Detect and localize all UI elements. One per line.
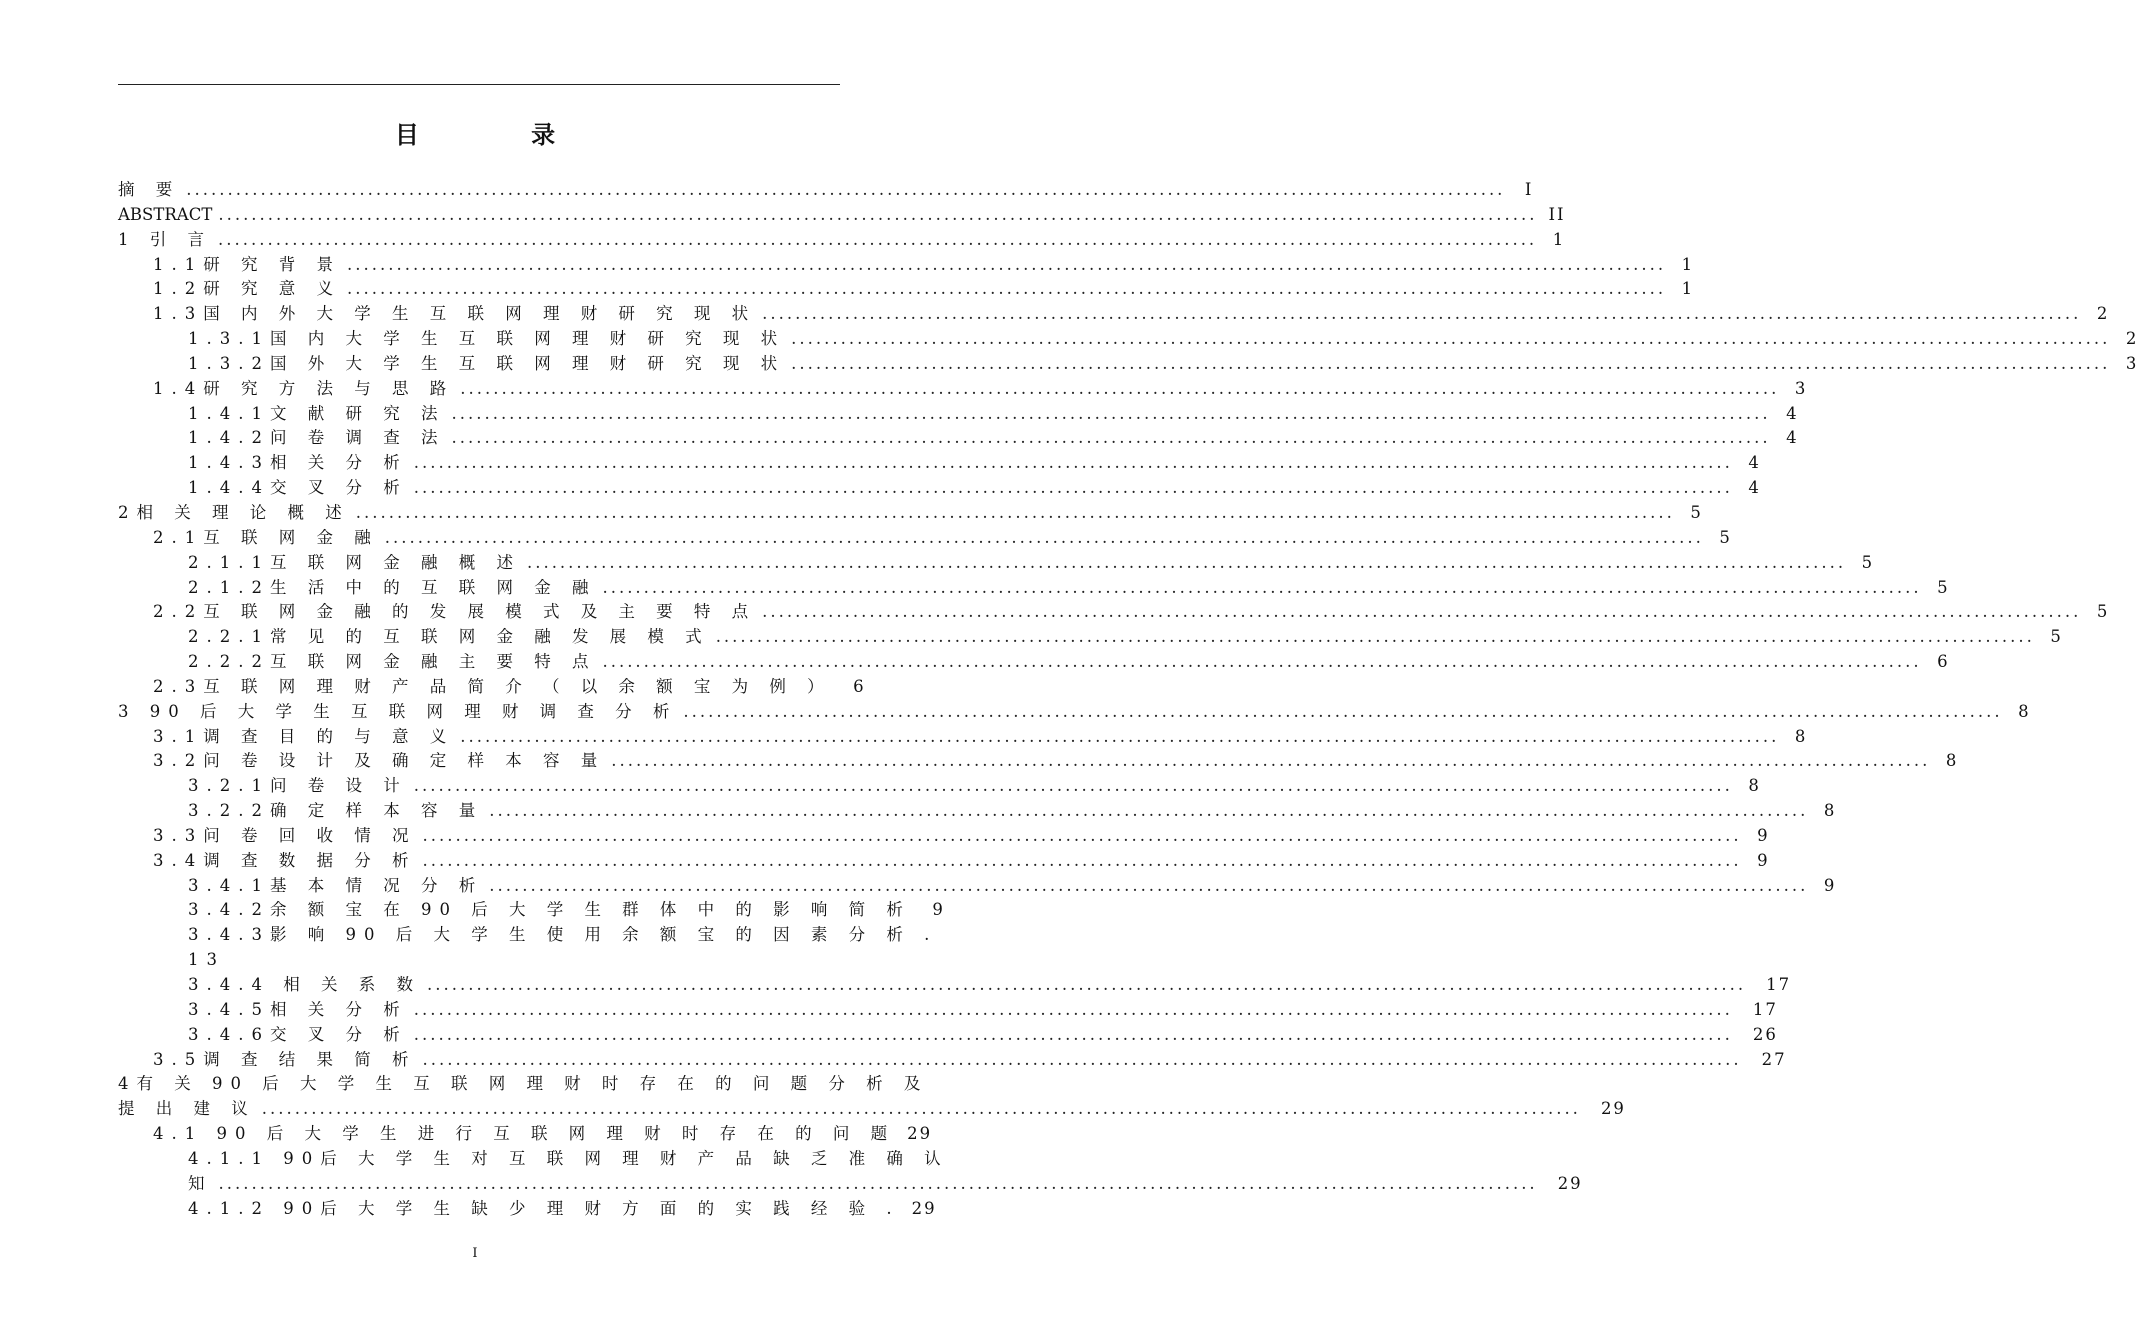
toc-entry[interactable] — [118, 725, 1808, 750]
toc-dot-leader: ................................................................................................................................................................ — [611, 751, 1931, 771]
toc-entry[interactable] — [118, 948, 840, 973]
toc-entry-page: 1 — [1552, 229, 1566, 249]
toc-dot-leader: ................................................................................................................................................................ — [602, 652, 1922, 672]
toc-entry-page: 8 — [2018, 701, 2031, 721]
toc-entry[interactable] — [118, 551, 1875, 576]
toc-entry-page: 6 — [1937, 652, 1950, 672]
toc-dot-leader: ................................................................................................................................................................ — [451, 428, 1771, 448]
toc-entry-page: 8 — [1945, 751, 1959, 771]
toc-entry-title: 3.2问 卷 设 计 及 确 定 样 本 容 量 — [153, 751, 606, 771]
toc-entry-page: 29 — [911, 1198, 937, 1218]
toc-dot-leader: ................................................................................................................................................................ — [346, 279, 1667, 299]
toc-dot-leader: ................................................................................................................................................................ — [460, 726, 1780, 746]
toc-entry-title: 1.4.4交 叉 分 析 — [188, 478, 408, 498]
toc-entry-title: 3 90 后 大 学 生 互 联 网 理 财 调 查 分 析 — [118, 701, 678, 721]
toc-entry-page: 29 — [1600, 1099, 1626, 1119]
toc-entry[interactable] — [118, 998, 1778, 1023]
toc-entry-page: 3 — [1794, 378, 1808, 398]
toc-entry[interactable] — [118, 526, 1732, 551]
toc-entry-page: 9 — [1757, 825, 1770, 845]
toc-entry[interactable] — [118, 774, 1761, 799]
toc-entry[interactable] — [118, 625, 2063, 650]
toc-entry-page: 27 — [1761, 1049, 1787, 1069]
toc-entry-page: 4 — [1748, 478, 1761, 498]
toc-entry[interactable] — [118, 402, 1799, 427]
toc-entry-page: 29 — [907, 1124, 933, 1144]
toc-dot-leader: ................................................................................................................................................................ — [186, 180, 1506, 199]
toc-dot-leader: ................................................................................................................................................................ — [413, 999, 1733, 1019]
toc-entry[interactable] — [118, 849, 1770, 874]
toc-entry[interactable] — [118, 700, 2031, 725]
toc-entry[interactable] — [118, 973, 1792, 998]
toc-entry-title: 4.1 90 后 大 学 生 进 行 互 联 网 理 财 时 存 在 的 问 题 — [153, 1124, 896, 1144]
toc-entry[interactable] — [118, 874, 1837, 899]
toc-dot-leader: ................................................................................................................................................................ — [526, 552, 1847, 572]
toc-entry-title: 2.2.1常 见 的 互 联 网 金 融 发 展 模 式 — [188, 627, 710, 647]
toc-entry-page: 2 — [2125, 329, 2138, 349]
toc-entry[interactable] — [118, 600, 2110, 625]
toc-entry-title: 3.4.2余 额 宝 在 90 后 大 学 生 群 体 中 的 影 响 简 析 — [188, 900, 911, 920]
toc-entry[interactable] — [118, 1172, 1583, 1197]
toc-dot-leader: ................................................................................................................................................................ — [355, 502, 1675, 522]
toc-entry-title: 3.1调 查 目 的 与 意 义 — [153, 726, 455, 746]
page-number: I — [472, 1246, 478, 1261]
toc-entry[interactable] — [118, 451, 1761, 476]
toc-dot-leader: ................................................................................................................................................................ — [413, 776, 1733, 796]
toc-entry[interactable] — [118, 1197, 937, 1222]
toc-dot-leader: ................................................................................................................................................................ — [762, 304, 2082, 324]
toc-entry-page: 5 — [1937, 577, 1950, 597]
toc-entry-page: 29 — [1557, 1173, 1583, 1193]
toc-entry-page: 1 — [1681, 254, 1695, 274]
toc-entry-page: I — [1524, 180, 1534, 199]
toc-entry[interactable] — [118, 650, 1950, 675]
toc-entry-title: 3.4.4 相 关 系 数 — [188, 975, 421, 994]
toc-entry-page: 8 — [1794, 726, 1808, 746]
toc-entry-title: 13 — [188, 950, 225, 970]
toc-entry-page: 17 — [1752, 999, 1778, 1019]
toc-entry-title: 2.1.2生 活 中 的 互 联 网 金 融 — [188, 577, 597, 597]
toc-entry-page: 9 — [1823, 875, 1837, 895]
toc-dot-leader: ................................................................................................................................................................ — [602, 577, 1922, 597]
toc-dot-leader: ................................................................................................................................................................ — [422, 1049, 1742, 1069]
toc-entry-title: 3.2.2确 定 样 本 容 量 — [188, 801, 484, 821]
toc-entry-title: 2.2.2互 联 网 金 融 主 要 特 点 — [188, 652, 597, 672]
toc-entry[interactable] — [118, 203, 1566, 228]
toc-dot-leader: ................................................................................................................................................................ — [413, 453, 1733, 473]
toc-dot-leader: ................................................................................................................................................................ — [451, 403, 1771, 423]
toc-entry[interactable] — [118, 476, 1761, 501]
toc-entry-title: 1.3国 内 外 大 学 生 互 联 网 理 财 研 究 现 状 — [153, 304, 757, 324]
toc-dot-leader: ................................................................................................................................................................ — [460, 378, 1780, 398]
toc-entry-page: II — [1548, 204, 1566, 224]
header-rule — [118, 84, 840, 85]
toc-entry-page: 8 — [1823, 801, 1837, 821]
toc-entry-page: 8 — [1748, 776, 1761, 796]
toc-entry[interactable] — [118, 576, 1950, 601]
toc-entry-title: 2相 关 理 论 概 述 — [118, 502, 350, 522]
toc-entry[interactable] — [118, 1122, 933, 1147]
toc-entry-page: 26 — [1752, 1024, 1778, 1044]
toc-entry[interactable] — [118, 1048, 1787, 1073]
toc-entry[interactable] — [118, 923, 938, 948]
toc-entry-title: 1.4.3相 关 分 析 — [188, 453, 408, 473]
toc-dot-leader: ................................................................................................................................................................ — [715, 627, 2035, 647]
toc-entry[interactable] — [118, 253, 1695, 278]
toc-entry-page: 5 — [1719, 527, 1732, 547]
toc-entry-page: 1 — [1681, 279, 1695, 299]
toc-entry-title: 3.4.6交 叉 分 析 — [188, 1024, 408, 1044]
toc-entry-title: 3.4.1基 本 情 况 分 析 — [188, 875, 484, 895]
toc-dot-leader: ................................................................................................................................................................ — [422, 850, 1742, 870]
toc-entry-title: 2.1互 联 网 金 融 — [153, 527, 379, 547]
toc-dot-leader: ................................................................................................................................................................ — [413, 1024, 1733, 1044]
toc-dot-leader: ................................................................................................................................................................ — [762, 602, 2082, 622]
toc-entry[interactable] — [118, 749, 1959, 774]
toc-dot-leader: ................................................................................................................................................................ — [413, 478, 1733, 498]
toc-entry-title: 3.2.1问 卷 设 计 — [188, 776, 408, 796]
toc-dot-leader: ................................................................................................................................................................ — [426, 975, 1747, 994]
toc-entry-title: 1.4.2问 卷 调 查 法 — [188, 428, 446, 448]
toc-entry-title: 1.1研 究 背 景 — [153, 254, 341, 274]
toc-entry-page: 4 — [1786, 403, 1799, 423]
toc-dot-leader: ................................................................................................................................................................ — [261, 1099, 1581, 1119]
toc-entry-page: 2 — [2096, 304, 2110, 324]
toc-entry[interactable] — [118, 426, 1799, 451]
toc-entry-title: 3.4.3影 响 90 后 大 学 生 使 用 余 额 宝 的 因 素 分 析 . — [188, 925, 938, 945]
toc-entry-page: 17 — [1766, 975, 1792, 994]
toc-entry-title: 知 — [188, 1173, 213, 1193]
toc-entry[interactable] — [118, 377, 1808, 402]
toc-dot-leader: ................................................................................................................................................................ — [791, 353, 2111, 373]
toc-dot-leader: ................................................................................................................................................................ — [489, 875, 1809, 895]
toc-entry[interactable] — [118, 1072, 929, 1097]
toc-entry[interactable] — [118, 327, 2138, 352]
toc-dot-leader: ................................................................................................................................................................ — [422, 825, 1742, 845]
toc-entry-title: ABSTRACT — [118, 204, 213, 224]
toc-dot-leader: ................................................................................................................................................................ — [791, 329, 2111, 349]
toc-entry-title: 1 引 言 — [118, 229, 212, 249]
toc-entry[interactable] — [118, 675, 866, 700]
toc-entry-page: 9 — [1757, 850, 1770, 870]
toc-dot-leader: ................................................................................................................................................................ — [218, 1173, 1538, 1193]
toc-entry[interactable] — [118, 277, 1695, 302]
toc-entry-title: 3.4.5相 关 分 析 — [188, 999, 408, 1019]
toc-entry-title: 3.3问 卷 回 收 情 况 — [153, 825, 417, 845]
table-of-contents — [118, 178, 2138, 1221]
toc-entry-page: 5 — [2050, 627, 2063, 647]
toc-entry-page: 5 — [1861, 552, 1875, 572]
toc-entry[interactable] — [118, 501, 1703, 526]
toc-entry[interactable] — [118, 352, 2138, 377]
toc-entry[interactable] — [118, 1147, 949, 1172]
toc-entry[interactable] — [118, 302, 2110, 327]
toc-entry-title: 2.2互 联 网 金 融 的 发 展 模 式 及 主 要 特 点 — [153, 602, 757, 622]
toc-entry-title: 1.3.1国 内 大 学 生 互 联 网 理 财 研 究 现 状 — [188, 329, 786, 349]
toc-entry[interactable] — [118, 824, 1770, 849]
toc-entry-page: 3 — [2125, 353, 2138, 373]
toc-entry-title: 2.3互 联 网 理 财 产 品 简 介 （ 以 余 额 宝 为 例 ） — [153, 676, 832, 696]
toc-entry-title: 摘 要 — [118, 180, 181, 199]
toc-entry-title: 1.4研 究 方 法 与 思 路 — [153, 378, 455, 398]
toc-dot-leader: ................................................................................................................................................................ — [489, 801, 1809, 821]
toc-entry[interactable] — [118, 898, 945, 923]
toc-entry-page: 9 — [932, 900, 945, 920]
toc-dot-leader: ................................................................................................................................................................ — [218, 204, 1538, 224]
toc-entry-page: 4 — [1786, 428, 1799, 448]
toc-entry-page: 5 — [2096, 602, 2110, 622]
toc-entry-title: 1.2研 究 意 义 — [153, 279, 341, 299]
toc-entry-page: 5 — [1690, 502, 1703, 522]
toc-entry-title: 1.3.2国 外 大 学 生 互 联 网 理 财 研 究 现 状 — [188, 353, 786, 373]
toc-entry-title: 2.1.1互 联 网 金 融 概 述 — [188, 552, 521, 572]
toc-dot-leader: ................................................................................................................................................................ — [218, 229, 1538, 249]
toc-entry-title: 4有 关 90 后 大 学 生 互 联 网 理 财 时 存 在 的 问 题 分 析 及 — [118, 1074, 929, 1094]
toc-dot-leader: ................................................................................................................................................................ — [346, 254, 1667, 274]
toc-entry[interactable] — [118, 799, 1837, 824]
toc-entry[interactable] — [118, 228, 1566, 253]
toc-dot-leader: ................................................................................................................................................................ — [683, 701, 2003, 721]
toc-entry-page: 4 — [1748, 453, 1761, 473]
toc-entry-title: 1.4.1文 献 研 究 法 — [188, 403, 446, 423]
toc-entry-title: 提 出 建 议 — [118, 1099, 256, 1119]
toc-entry-title: 4.1.2 90后 大 学 生 缺 少 理 财 方 面 的 实 践 经 验 . — [188, 1198, 900, 1218]
toc-entry-title: 3.5调 查 结 果 简 析 — [153, 1049, 417, 1069]
toc-dot-leader: ................................................................................................................................................................ — [384, 527, 1704, 547]
toc-title: 目 录 — [394, 121, 608, 149]
toc-entry[interactable] — [118, 1097, 1626, 1122]
toc-entry[interactable] — [118, 178, 1534, 203]
toc-entry[interactable] — [118, 1023, 1778, 1048]
toc-entry-title: 3.4调 查 数 据 分 析 — [153, 850, 417, 870]
toc-entry-title: 4.1.1 90后 大 学 生 对 互 联 网 理 财 产 品 缺 乏 准 确 认 — [188, 1148, 949, 1168]
toc-entry-page: 6 — [853, 676, 866, 696]
